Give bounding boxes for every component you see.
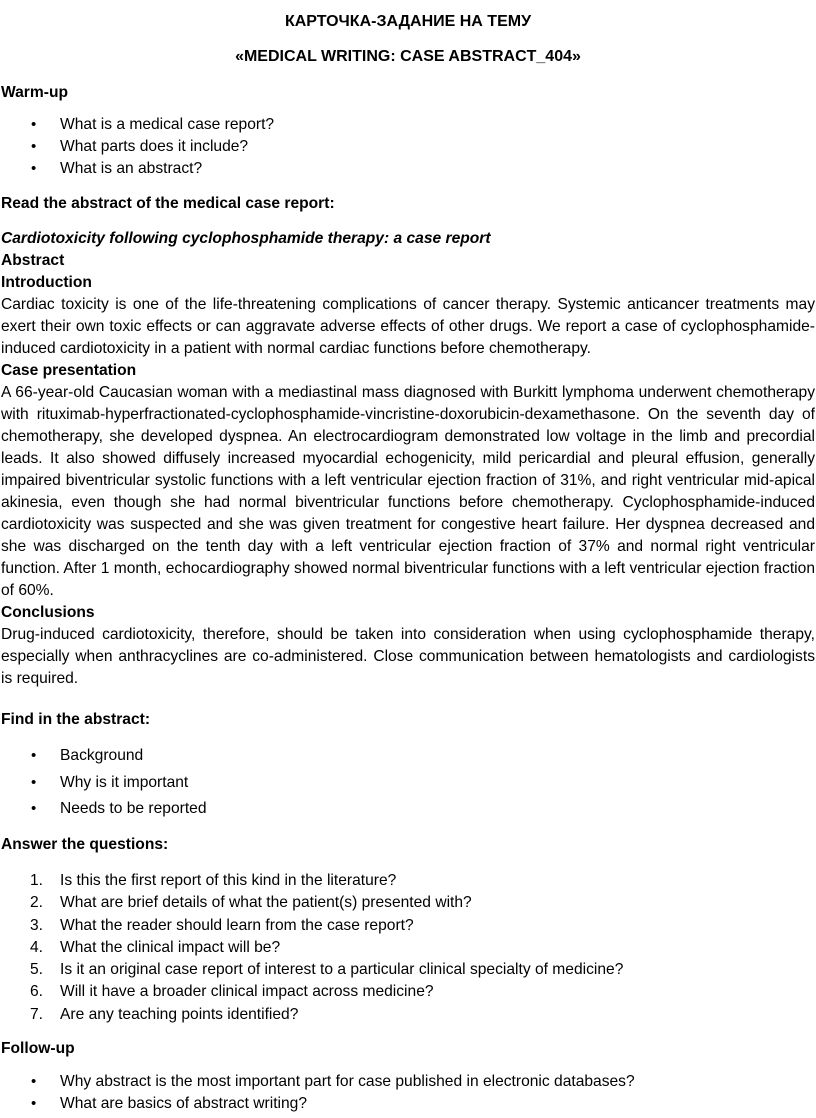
- case-presentation-text: A 66-year-old Caucasian woman with a mediastinal mass diagnosed with Burkitt lymphoma underwent chemotherapy with rituximab-hyperfractionated-cyclophosphamide-vincristine-doxorubicin-dexamethasone. On the seventh day of chemotherapy, she developed dyspnea. An electrocardiogram demonstrated low voltage in the limb and precordial leads. It also showed diffusely increased myocardial echogenicity, mild pericardial and pleural effusion, generally impaired biventricular systolic functions with a left ventricular ejection fraction of 31%, and right ventricular mid-apical akinesia, even though she had normal biventricular functions before chemotherapy. Cyclophosphamide-induced cardiotoxicity was suspected and she was given treatment for congestive heart failure. Her dyspnea decreased and she was discharged on the tenth day with a left ventricular ejection fraction of 37% and normal right ventricular function. After 1 month, echocardiography showed normal biventricular functions with a left ventricular ejection fraction of 60%.: [1, 384, 815, 599]
- article-title: Cardiotoxicity following cyclophosphamide therapy: a case report: [1, 230, 491, 247]
- list-item: 7. Are any teaching points identified?: [30, 1005, 299, 1023]
- list-item: 5. Is it an original case report of interest to a particular clinical specialty of medicine?: [30, 961, 624, 979]
- list-item: • Background: [0, 745, 207, 772]
- find-list: [0, 745, 207, 825]
- list-item: • What are basics of abstract writing?: [0, 1093, 635, 1115]
- list-item: 2. What are brief details of what the patient(s) presented with?: [30, 894, 472, 912]
- answer-heading: Answer the questions:: [1, 836, 169, 853]
- followup-heading: Follow-up: [1, 1040, 75, 1057]
- list-item: • Why abstract is the most important part for case published in electronic databases?: [0, 1071, 635, 1093]
- list-item: • What is a medical case report?: [0, 114, 274, 136]
- list-item: • Why is it important: [0, 772, 207, 799]
- followup-list: [0, 1071, 635, 1115]
- case-presentation-heading: Case presentation: [1, 362, 137, 379]
- conclusions-text: Drug-induced cardiotoxicity, therefore, should be taken into consideration when using cyclophosphamide therapy, especially when anthracyclines are co-administered. Close communication between hematologists and cardiologists is required.: [1, 626, 815, 687]
- list-item: 6. Will it have a broader clinical impact across medicine?: [30, 983, 434, 1001]
- list-item: 4. What the clinical impact will be?: [30, 938, 281, 956]
- introduction-heading: Introduction: [1, 274, 92, 291]
- abstract-label: Abstract: [1, 252, 65, 269]
- questions-list: [0, 870, 623, 1026]
- warmup-list: [0, 114, 274, 180]
- read-heading: Read the abstract of the medical case report:: [1, 195, 335, 212]
- case-abstract: [1, 228, 815, 690]
- list-item: • What is an abstract?: [0, 158, 274, 180]
- find-heading: Find in the abstract:: [1, 711, 151, 728]
- warmup-heading: Warm-up: [1, 84, 68, 101]
- introduction-text: Cardiac toxicity is one of the life-threatening complications of cancer therapy. Systemic anticancer treatments may exert their own toxic effects or can aggravate adverse effects of other drugs. We report a case of cyclophosphamide-induced cardiotoxicity in a patient with normal cardiac functions before chemotherapy.: [1, 296, 815, 357]
- conclusions-heading: Conclusions: [1, 604, 95, 621]
- list-item: 1. Is this the first report of this kind in the literature?: [30, 872, 397, 889]
- list-item: • What parts does it include?: [0, 136, 274, 158]
- list-item: 3. What the reader should learn from the case report?: [30, 916, 414, 934]
- topic-title: «MEDICAL WRITING: CASE ABSTRACT_404»: [235, 48, 581, 65]
- card-title: КАРТОЧКА-ЗАДАНИЕ НА ТЕМУ: [284, 13, 532, 30]
- list-item: • Needs to be reported: [0, 798, 207, 825]
